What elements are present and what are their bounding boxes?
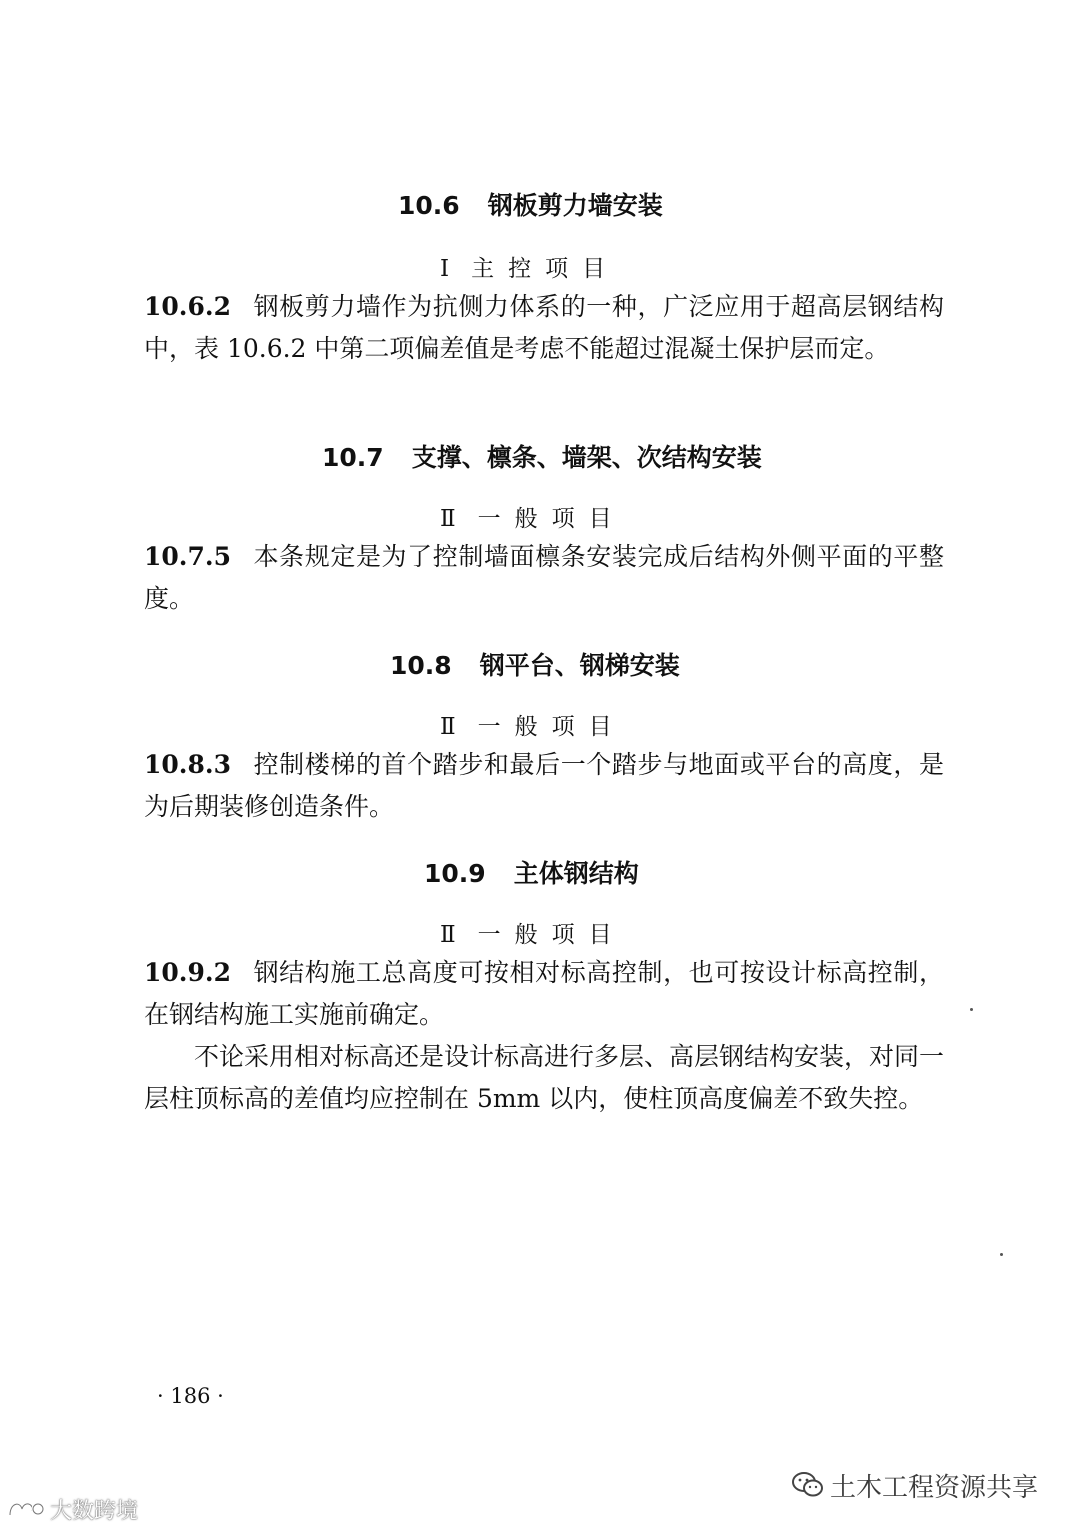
scan-speck [970, 1008, 973, 1011]
section-number: 10.8 [390, 651, 452, 680]
subsection-label: 主控项目 [471, 256, 620, 282]
brand-logo-icon [6, 1497, 46, 1527]
subsection-roman: Ⅱ [440, 714, 456, 740]
clause-10-8-3 [144, 744, 944, 828]
subsection-roman: Ⅱ [440, 506, 456, 532]
clause-text: 控制楼梯的首个踏步和最后一个踏步与地面或平台的高度，是为后期装修创造条件。 [144, 750, 944, 821]
paragraph-10-9-2-continued [144, 1036, 944, 1120]
clause-10-9-2 [144, 952, 944, 1036]
clause-number: 10.6.2 [144, 292, 231, 321]
section-heading-10-6 [398, 186, 663, 222]
watermark-left-text: 大数跨境 [50, 1499, 139, 1524]
section-heading-10-8 [390, 646, 680, 682]
subsection-label: 一般项目 [477, 506, 626, 532]
section-heading-10-7 [322, 438, 762, 474]
section-title: 主体钢结构 [513, 859, 639, 888]
subsection-heading-general [440, 916, 626, 949]
clause-10-6-2 [144, 286, 944, 370]
clause-number: 10.8.3 [144, 750, 231, 779]
clause-number: 10.7.5 [144, 542, 231, 571]
watermark-right-text: 土木工程资源共享 [830, 1473, 1039, 1503]
section-heading-10-9 [424, 854, 639, 890]
subsection-roman: Ⅰ [440, 256, 450, 282]
section-title: 钢平台、钢梯安装 [479, 651, 680, 680]
clause-number: 10.9.2 [144, 958, 231, 987]
subsection-roman: Ⅱ [440, 922, 456, 948]
clause-text: 本条规定是为了控制墙面檩条安装完成后结构外侧平面的平整度。 [144, 542, 944, 613]
section-number: 10.9 [424, 859, 486, 888]
scan-speck [1000, 1253, 1003, 1256]
section-number: 10.7 [322, 443, 384, 472]
subsection-label: 一般项目 [477, 922, 626, 948]
watermark-left [6, 1494, 138, 1527]
wechat-icon [792, 1471, 824, 1506]
watermark-right [792, 1467, 1038, 1506]
page-number: · 186 · [157, 1384, 224, 1408]
section-number: 10.6 [398, 191, 460, 220]
section-title: 支撑、檩条、墙架、次结构安装 [411, 443, 762, 472]
clause-10-7-5 [144, 536, 944, 620]
section-title: 钢板剪力墙安装 [487, 191, 663, 220]
clause-text: 钢板剪力墙作为抗侧力体系的一种，广泛应用于超高层钢结构中，表 10.6.2 中第二项偏差值是考虑不能超过混凝土保护层而定。 [144, 292, 944, 363]
subsection-heading-main-control [440, 250, 619, 283]
paragraph-text: 不论采用相对标高还是设计标高进行多层、高层钢结构安装，对同一层柱顶标高的差值均应控制在 5mm 以内，使柱顶高度偏差不致失控。 [144, 1042, 945, 1113]
subsection-heading-general [440, 708, 626, 741]
subsection-heading-general [440, 500, 626, 533]
subsection-label: 一般项目 [477, 714, 626, 740]
clause-text: 钢结构施工总高度可按相对标高控制，也可按设计标高控制，在钢结构施工实施前确定。 [144, 958, 944, 1029]
